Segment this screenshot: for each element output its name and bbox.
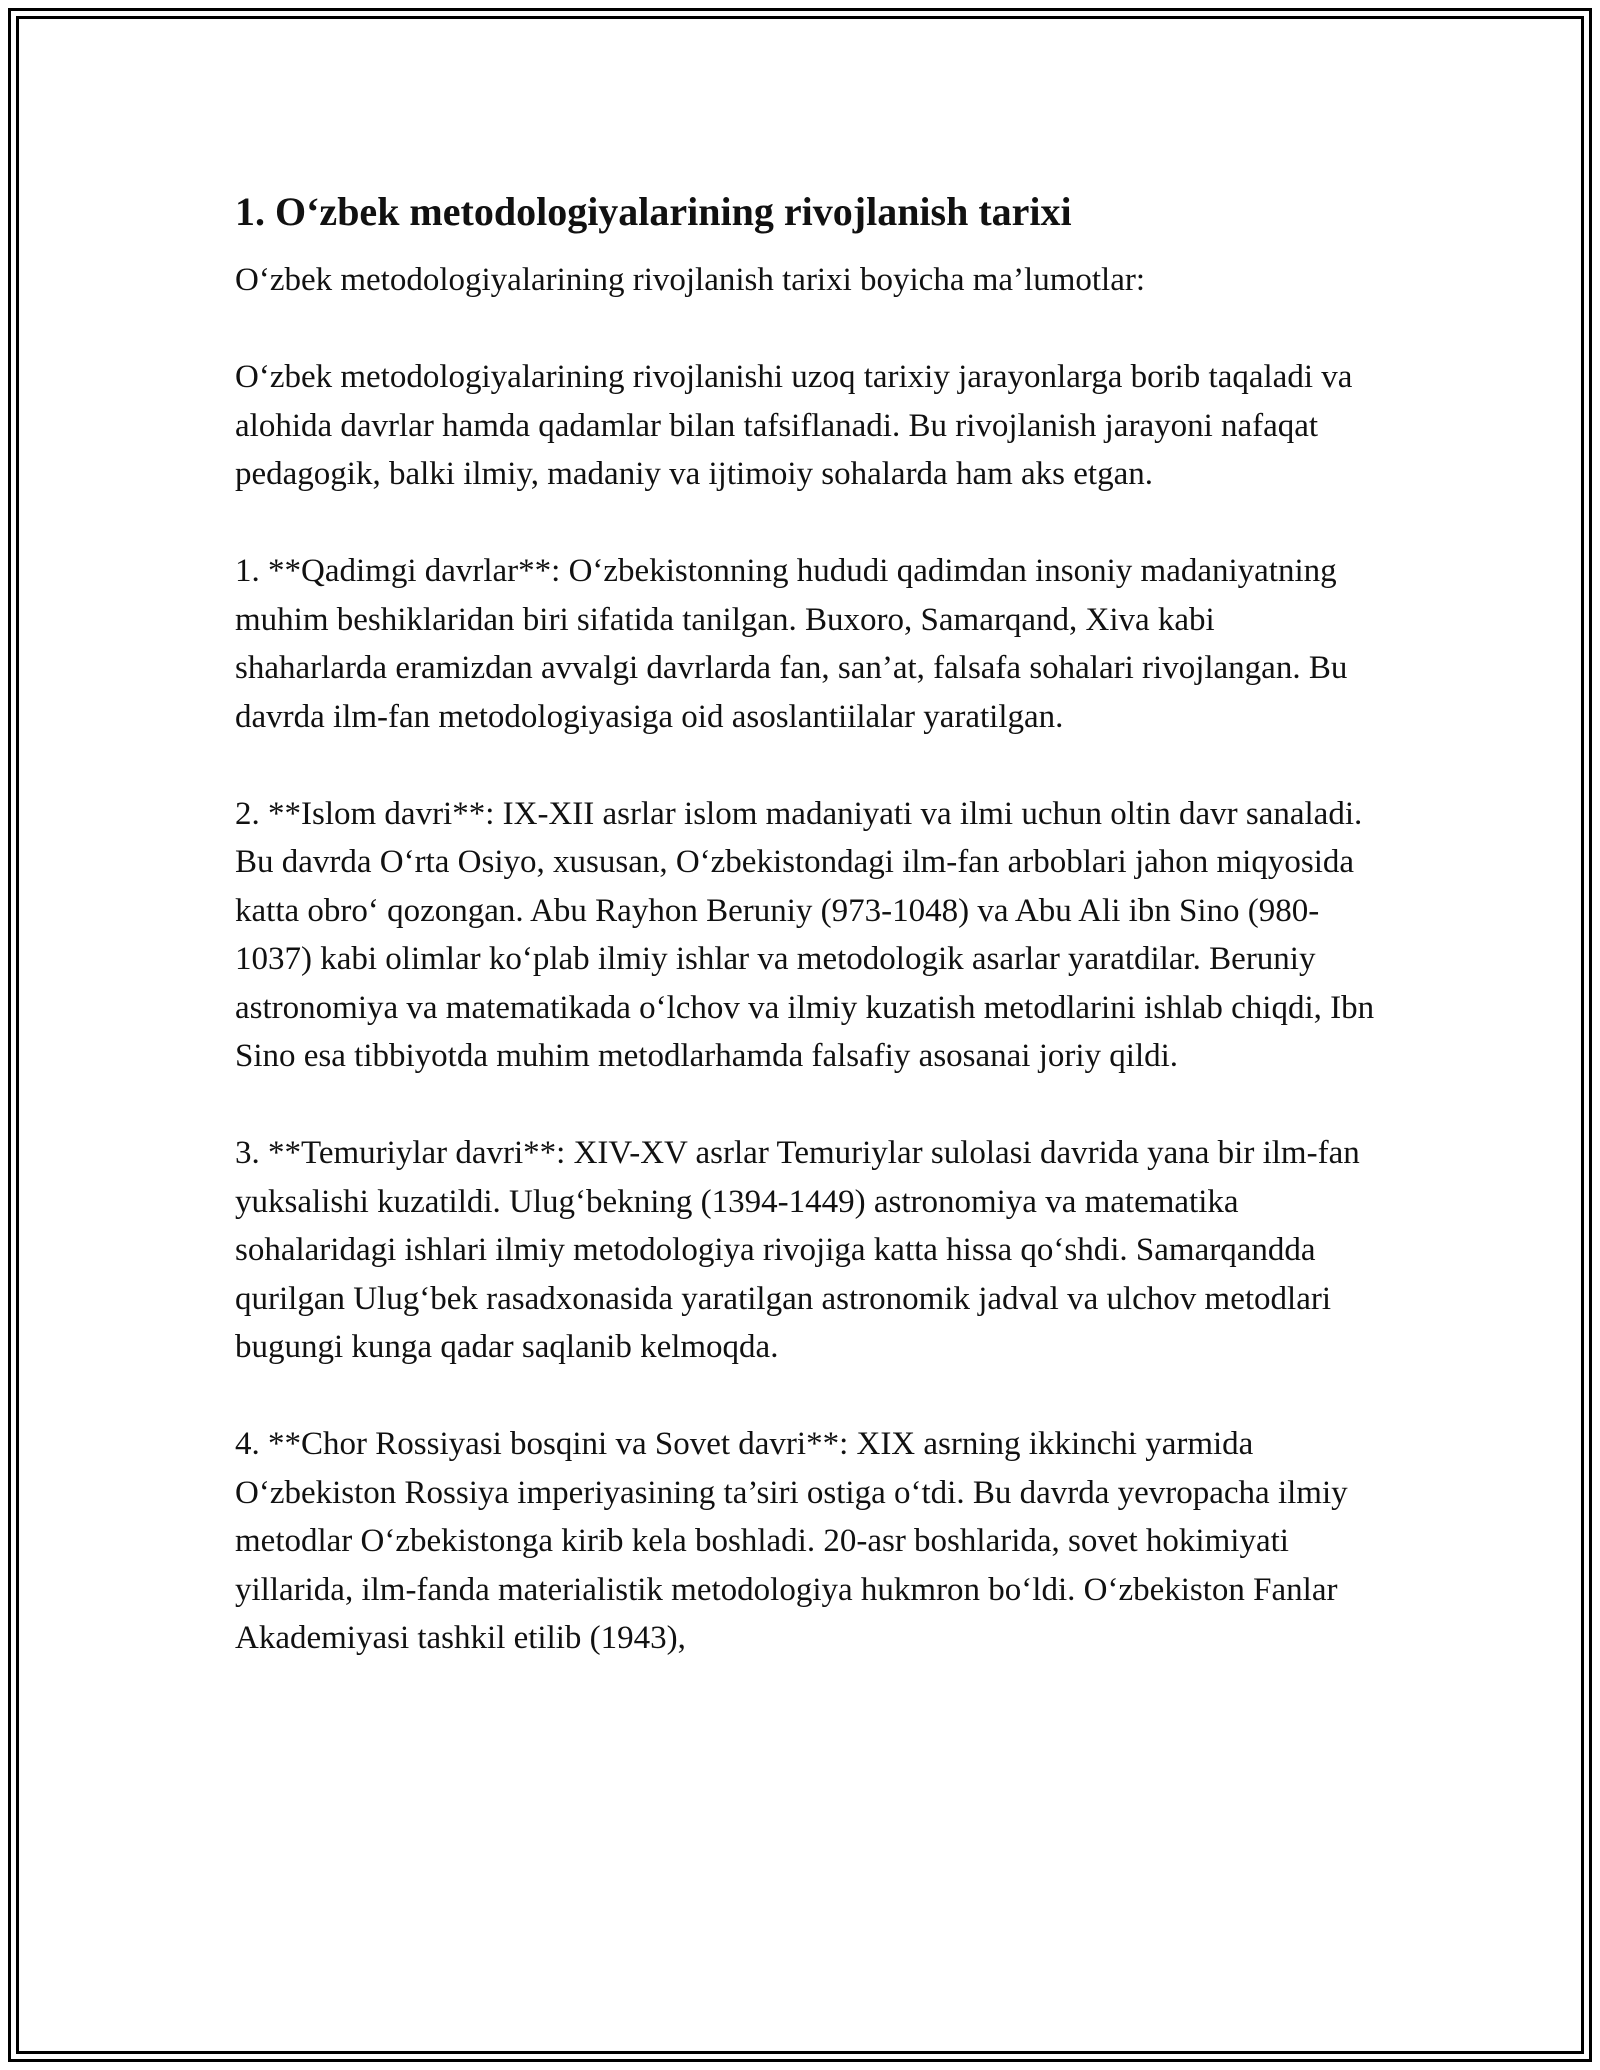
paragraph-timurid-period: 3. **Temuriylar davri**: XIV-XV asrlar Temuriylar sulolasi davrida yana bir ilm-fan yuksalishi kuzatildi. Ulug‘bekning (1394-1449) astronomiya va matematika sohalaridagi ishlari ilmiy metodologiya rivojiga katta hissa qo‘shdi. Samarqandda qurilgan Ulug‘bek rasadxonasida yaratilgan astronomik jadval va ulchov metodlari bugungi kunga qadar saqlanib kelmoqda.	[235, 1135, 1360, 1365]
paragraph-ancient-period: 1. **Qadimgi davrlar**: O‘zbekistonning hududi qadimdan insoniy madaniyatning muhim beshiklaridan biri sifatida tanilgan. Buxoro, Samarqand, Xiva kabi shaharlarda eramizdan avvalgi davrlarda fan, san’at, falsafa sohalari rivojlangan. Bu davrda ilm-fan metodologiyasiga oid asoslantiilalar yaratilgan.	[235, 553, 1348, 735]
intro-paragraph: O‘zbek metodologiyalarining rivojlanish tarixi boyicha ma’lumotlar:	[235, 262, 1146, 298]
paragraph-islamic-period: 2. **Islom davri**: IX-XII asrlar islom madaniyati va ilmi uchun oltin davr sanaladi. Bu davrda O‘rta Osiyo, xususan, O‘zbekistondagi ilm-fan arboblari jahon miqyosida katta obro‘ qozongan. Abu Rayhon Beruniy (973-1048) va Abu Ali ibn Sino (980-1037) kabi olimlar ko‘plab ilmiy ishlar va metodologik asarlar yaratdilar. Beruniy astronomiya va matematikada o‘lchov va ilmiy kuzatish metodlarini ishlab chiqdi, Ibn Sino esa tibbiyotda muhim metodlarhamda falsafiy asosanai joriy qildi.	[235, 795, 1375, 1074]
document-body	[235, 186, 1375, 1711]
paragraph-overview: O‘zbek metodologiyalarining rivojlanishi uzoq tarixiy jarayonlarga borib taqaladi va alohida davrlar hamda qadamlar bilan tafsiflanadi. Bu rivojlanish jarayoni nafaqat pedagogik, balki ilmiy, madaniy va ijtimoiy sohalarda ham aks etgan.	[235, 359, 1353, 492]
document-title: 1. O‘zbek metodologiyalarining rivojlanish tarixi	[235, 189, 1072, 234]
paragraph-russian-soviet-period: 4. **Chor Rossiyasi bosqini va Sovet davri**: XIX asrning ikkinchi yarmida O‘zbekiston Rossiya imperiyasining ta’siri ostiga o‘tdi. Bu davrda yevropacha ilmiy metodlar O‘zbekistonga kirib kela boshladi. 20-asr boshlarida, sovet hokimiyati yillarida, ilm-fanda materialistik metodologiya hukmron bo‘ldi. O‘zbekiston Fanlar Akademiyasi tashkil etilib (1943),	[235, 1426, 1348, 1656]
